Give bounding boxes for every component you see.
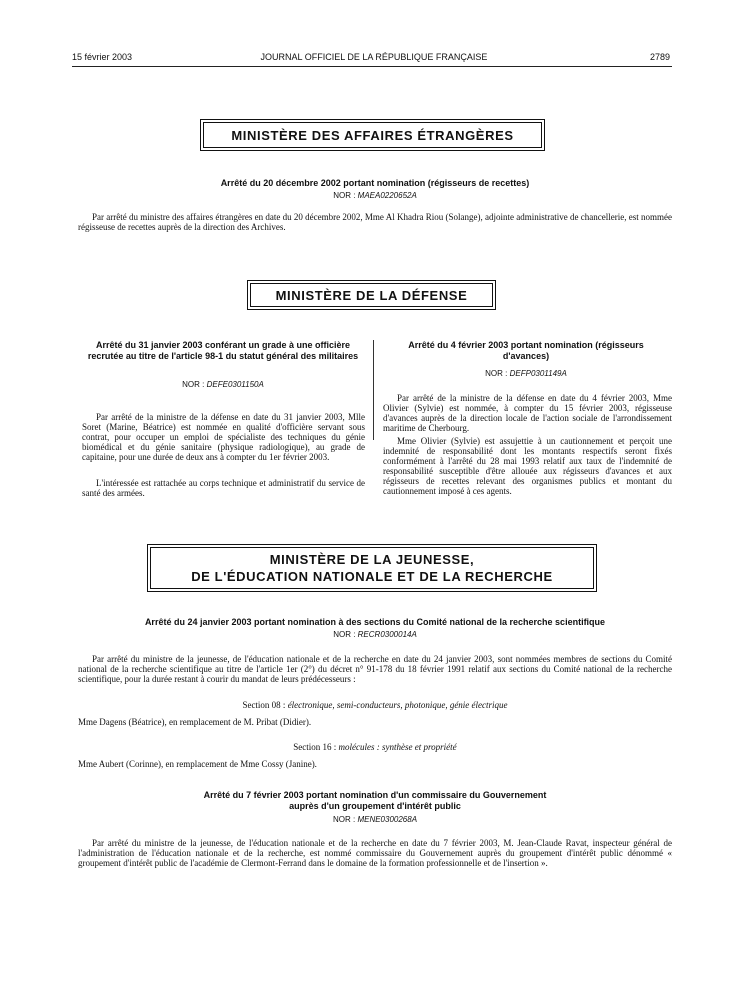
nor-label: NOR : (333, 630, 356, 639)
nor-code: DEFE0301150A (206, 380, 264, 389)
nor-code: RECR0300014A (357, 630, 417, 639)
arrete-title-line2: auprès d'un groupement d'intérêt public (289, 801, 461, 811)
nor-code: MENE0300268A (357, 815, 418, 824)
column-divider (373, 340, 374, 440)
header-rule (72, 66, 672, 67)
nor-reference-right (385, 369, 667, 378)
nor-label: NOR : (182, 380, 205, 389)
section-heading-08 (78, 700, 672, 710)
header-journal-title: JOURNAL OFFICIEL DE LA RÉPUBLIQUE FRANÇAISE (260, 52, 488, 62)
arrete-title-line1: Arrêté du 7 février 2003 portant nomination d'un commissaire du Gouvernement (203, 790, 547, 800)
arrete-body-left-p1: Par arrêté de la ministre de la défense en date du 31 janvier 2003, Mlle Soret (Marine, Béatrice) est nommée en qualité d'officière servant sous contrat, pour occuper un emploi de spécialiste des techniques du génie biomédical et du génie sanitaire (physique radiologique), au grade de capitaine, pour une durée de deux ans à compter du 1er février 2003. (82, 412, 365, 462)
nor-label: NOR : (332, 815, 356, 824)
arrete-title-left: Arrêté du 31 janvier 2003 conférant un grade à une officière recrutée au titre de l'article 98-1 du statut général des militaires (87, 340, 359, 361)
nor-reference (78, 630, 672, 639)
arrete-body-left-p2: L'intéressée est rattachée au corps technique et administratif du service de santé des armées. (82, 478, 365, 498)
arrete-body: Par arrêté du ministre des affaires étrangères en date du 20 décembre 2002, Mme Al Khadra Riou (Solange), adjointe administrative de chancellerie, est nommée régisseuse de recettes auprès de la direction des Archives. (78, 212, 672, 232)
section-label: Section 08 : (242, 700, 286, 710)
arrete-title-right: Arrêté du 4 février 2003 portant nomination (régisseurs d'avances) (408, 340, 644, 361)
nor-label: NOR : (485, 369, 508, 378)
ministry-title-line2: DE L'ÉDUCATION NATIONALE ET DE LA RECHERCHE (191, 569, 553, 584)
header-date: 15 février 2003 (72, 52, 133, 62)
section-subject: électronique, semi-conducteurs, photonique, génie électrique (287, 700, 508, 710)
section-heading-16 (78, 742, 672, 752)
arrete-body: Par arrêté du ministre de la jeunesse, de l'éducation nationale et de la recherche en date du 7 février 2003, M. Jean-Claude Ravat, inspecteur général de l'administration de l'éducation nationale et de la recherche, est nommé commissaire du Gouvernement auprès du groupement d'intérêt public dénommé « groupement d'intérêt public de l'académie de Clermont-Ferrand dans le domaine de la formation professionnelle et de l'insertion ». (78, 838, 672, 868)
nor-reference (120, 191, 630, 200)
section-member-08: Mme Dagens (Béatrice), en remplacement de M. Pribat (Didier). (78, 717, 312, 727)
nor-code: MAEA0220652A (357, 191, 417, 200)
ministry-box-affaires-etrangeres (200, 119, 545, 151)
nor-label: NOR : (333, 191, 356, 200)
header-page-number: 2789 (649, 52, 670, 62)
ministry-title: MINISTÈRE DE LA DÉFENSE (275, 287, 468, 303)
ministry-title-line1: MINISTÈRE DE LA JEUNESSE, (269, 552, 475, 567)
section-label: Section 16 : (293, 742, 337, 752)
arrete-title: Arrêté du 20 décembre 2002 portant nomination (régisseurs de recettes) (220, 178, 530, 188)
arrete-body-right-p1: Par arrêté de la ministre de la défense en date du 4 février 2003, Mme Olivier (Sylvie) est nommée, à compter du 15 février 2003, régisseuse d'avances auprès de la direction locale de l'action sociale de l'arrondissement maritime de Cherbourg. (383, 393, 672, 433)
nor-code: DEFP0301149A (509, 369, 567, 378)
ministry-title: MINISTÈRE DES AFFAIRES ÉTRANGÈRES (231, 127, 514, 143)
nor-reference-left (82, 380, 364, 389)
arrete-title: Arrêté du 24 janvier 2003 portant nomination à des sections du Comité national de la recherche scientifique (144, 617, 606, 627)
section-member-16: Mme Aubert (Corinne), en remplacement de Mme Cossy (Janine). (78, 759, 317, 769)
nor-reference (78, 815, 672, 824)
section-subject: molécules : synthèse et propriété (338, 742, 457, 752)
arrete-body-right-p2: Mme Olivier (Sylvie) est assujettie à un cautionnement et perçoit une indemnité de responsabilité dont les montants respectifs seront fixés conformément à l'arrêté du 28 mai 1993 relatif aux taux de l'indemnité de responsabilité susceptible d'être allouée aux régisseurs d'avances et aux régisseurs de recettes relevant des organismes publics et montant du cautionnement imposé à ces agents. (383, 436, 672, 496)
arrete-body: Par arrêté du ministre de la jeunesse, de l'éducation nationale et de la recherche en date du 24 janvier 2003, sont nommées membres de sections du Comité national de la recherche scientifique au titre de l'article 1er (2°) du décret n° 91-178 du 18 février 1991 relatif aux sections du Comité national de la recherche scientifique, pour la durée restant à courir du mandat de leurs prédécesseurs : (78, 654, 672, 684)
ministry-box-jeunesse-education (147, 544, 597, 592)
ministry-box-defense (247, 280, 496, 310)
